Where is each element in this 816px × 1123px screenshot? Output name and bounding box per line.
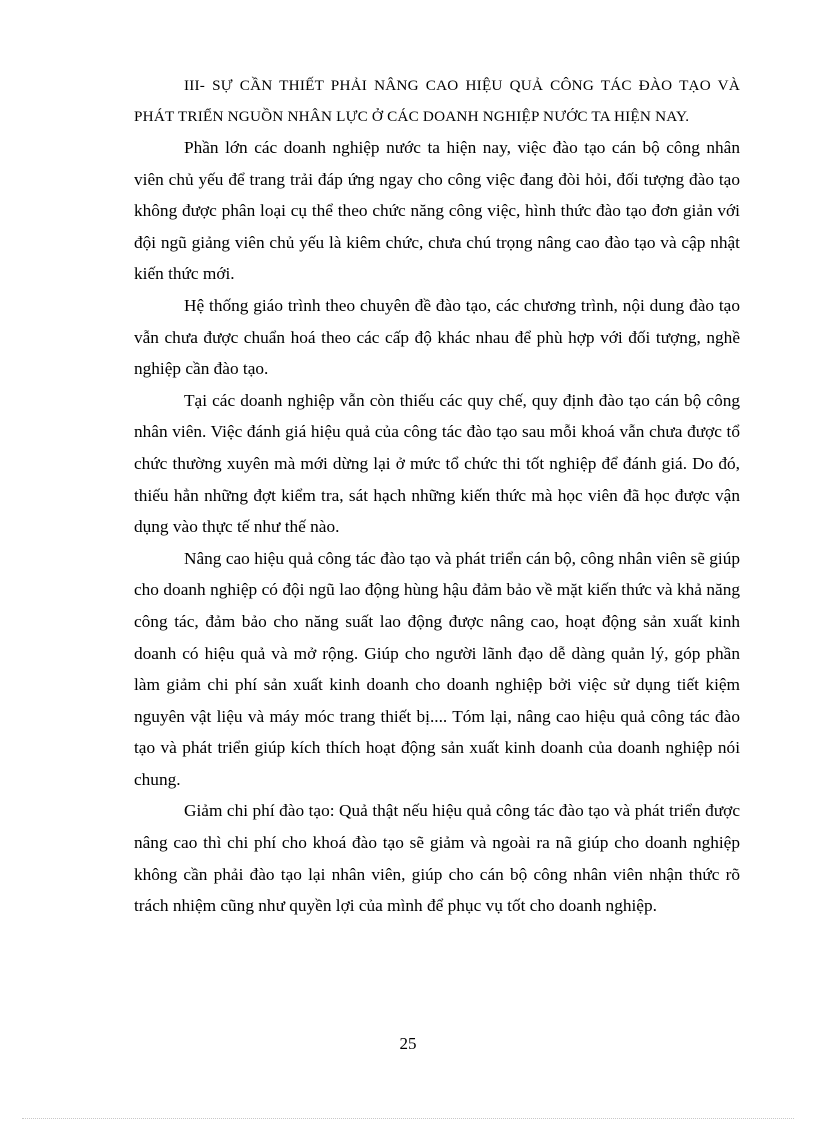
footer-divider bbox=[22, 1118, 794, 1119]
paragraph-5: Giảm chi phí đào tạo: Quả thật nếu hiệu quả công tác đào tạo và phát triển được nâng cao thì chi phí cho khoá đào tạo sẽ giảm và ngoài ra nã giúp cho doanh nghiệp không cần phải đào tạo lại nhân viên, giúp cho cán bộ công nhân viên nhận thức rõ trách nhiệm cũng như quyền lợi của mình để phục vụ tốt cho doanh nghiệp. bbox=[134, 801, 740, 916]
section-heading: III- SỰ CẦN THIẾT PHẢI NÂNG CAO HIỆU QUẢ CÔNG TÁC ĐÀO TẠO VÀ PHÁT TRIỂN NGUỒN NHÂN LỰC Ở CÁC DOANH NGHIỆP NƯỚC TA HIỆN NAY. bbox=[134, 77, 740, 125]
paragraph-2: Hệ thống giáo trình theo chuyên đề đào tạo, các chương trình, nội dung đào tạo vẫn chưa được chuẩn hoá theo các cấp độ khác nhau để phù hợp với đối tượng, nghề nghiệp cần đào tạo. bbox=[134, 295, 740, 379]
paragraph-3: Tại các doanh nghiệp vẫn còn thiếu các quy chế, quy định đào tạo cán bộ công nhân viên. Việc đánh giá hiệu quả của công tác đào tạo sau mỗi khoá vẫn chưa được tổ chức thường xuyên mà mới dừng lại ở mức tổ chức thi tốt nghiệp để đánh giá. Do đó, thiếu hẳn những đợt kiểm tra, sát hạch những kiến thức mà học viên đã học được vận dụng vào thực tế như thế nào. bbox=[134, 390, 740, 537]
page-number: 25 bbox=[399, 1034, 417, 1053]
paragraph-1: Phần lớn các doanh nghiệp nước ta hiện nay, việc đào tạo cán bộ công nhân viên chủ yếu để trang trải đáp ứng ngay cho công việc đang đòi hỏi, đối tượng đào tạo không được phân loại cụ thể theo chức năng công việc, hình thức đào tạo đơn giản với đội ngũ giảng viên chủ yếu là kiêm chức, chưa chú trọng nâng cao đào tạo và cập nhật kiến thức mới. bbox=[134, 138, 740, 284]
paragraph-4: Nâng cao hiệu quả công tác đào tạo và phát triển cán bộ, công nhân viên sẽ giúp cho doanh nghiệp có đội ngũ lao động hùng hậu đảm bảo về mặt kiến thức và khả năng công tác, đảm bảo cho năng suất lao động được nâng cao, hoạt động sản xuất kinh doanh có hiệu quả và mở rộng. Giúp cho người lãnh đạo dễ dàng quản lý, góp phần làm giảm chi phí sản xuất kinh doanh cho doanh nghiệp bởi việc sử dụng tiết kiệm nguyên vật liệu và máy móc trang thiết bị.... Tóm lại, nâng cao hiệu quả công tác đào tạo và phát triển giúp kích thích hoạt động sản xuất kinh doanh của doanh nghiệp nói chung. bbox=[134, 548, 740, 789]
page-content bbox=[134, 70, 740, 922]
